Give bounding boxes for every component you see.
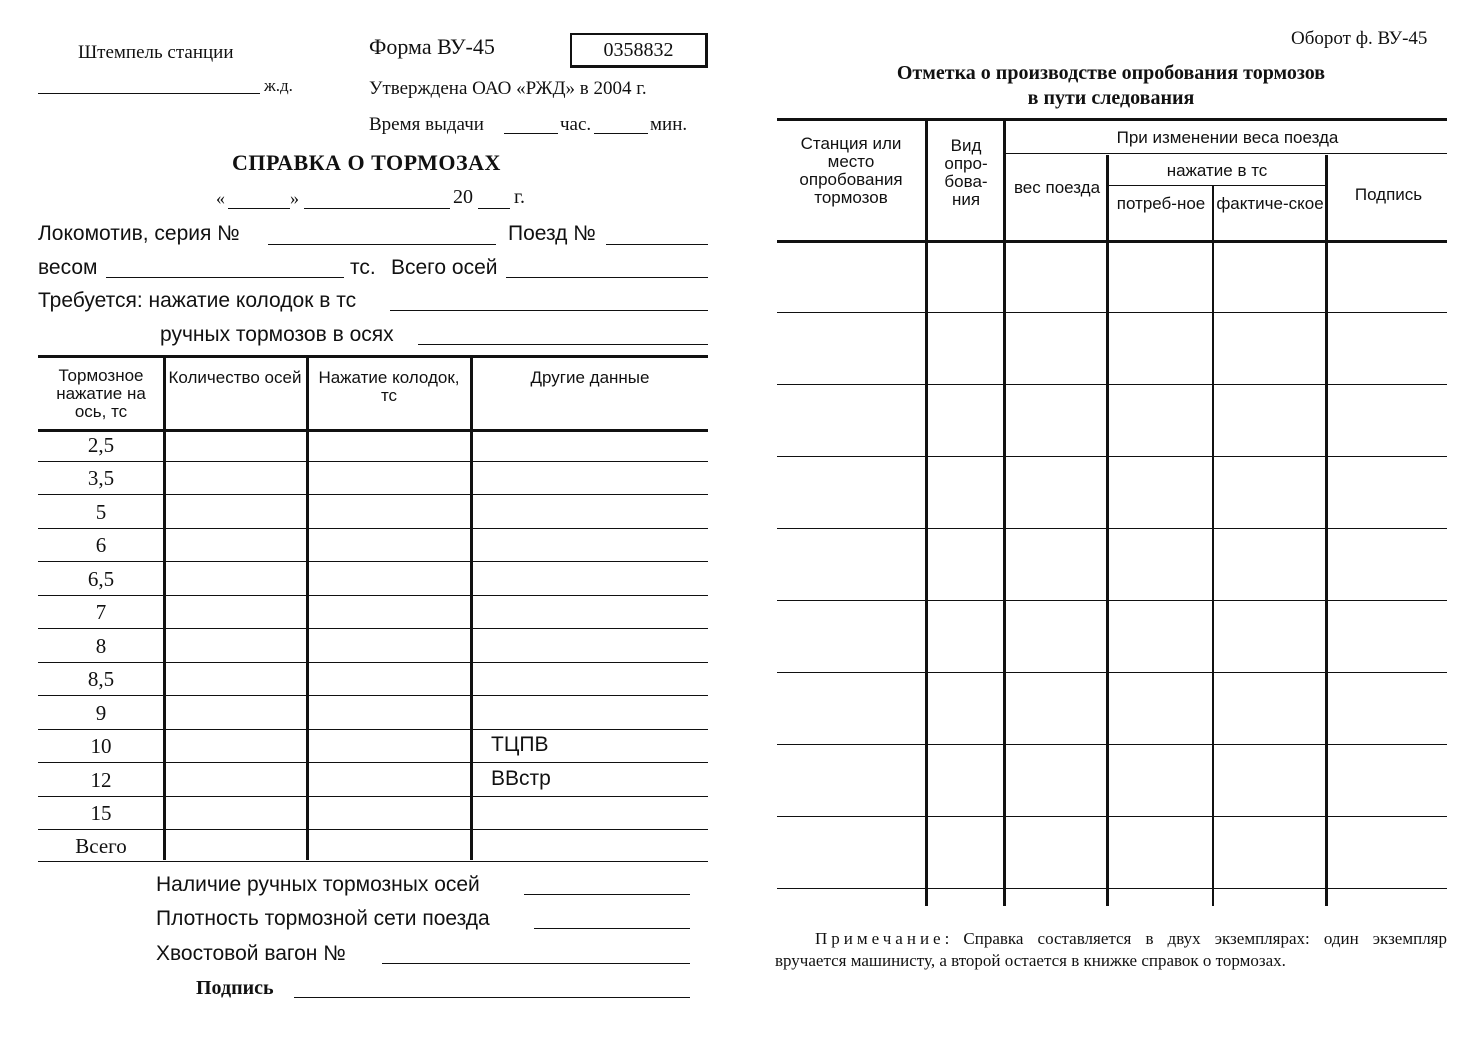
row-value-8: 8: [95, 634, 107, 658]
required-line: [390, 310, 708, 311]
row-value-10: 10: [90, 734, 112, 758]
back-row-rule: [777, 744, 1447, 745]
row-value-5: 5: [95, 500, 107, 524]
row-value-8-5: 8,5: [87, 667, 115, 691]
hand-brakes-label: ручных тормозов в осях: [160, 323, 394, 346]
row-rule: [38, 796, 708, 797]
approval-text: Утверждена ОАО «РЖД» в 2004 г.: [369, 78, 647, 99]
back-row-rule: [777, 600, 1447, 601]
header-other-data: Другие данные: [530, 368, 650, 387]
other-data-vvstr: ВВстр: [491, 767, 551, 790]
row-rule: [38, 829, 708, 830]
signature-line: [294, 997, 690, 998]
other-data-tcpv: ТЦПВ: [491, 733, 549, 756]
row-rule: [38, 628, 708, 629]
date-year-prefix: 20: [453, 186, 473, 208]
back-header-signature: Подпись: [1354, 185, 1423, 204]
back-header-station: Станция или место опробования тормозов: [799, 134, 903, 207]
back-row-rule: [777, 456, 1447, 457]
minutes-line: [594, 133, 648, 134]
back-row-rule: [777, 312, 1447, 313]
railway-line: [38, 93, 260, 94]
signature-label: Подпись: [196, 977, 274, 999]
weight-label: весом: [38, 256, 98, 279]
weight-unit: тс.: [350, 256, 376, 279]
back-header-rule: [777, 240, 1447, 243]
note-text: : Справка составляется в двух экземплярах: один экземпляр вручается машинисту, а второй остается в книжке справок о тормозах.: [775, 929, 1447, 970]
hand-axles-label: Наличие ручных тормозных осей: [156, 873, 480, 896]
date-month-line: [304, 208, 450, 209]
back-title-line1: Отметка о производстве опробования тормозов: [896, 62, 1326, 84]
tail-car-label: Хвостовой вагон №: [156, 942, 346, 965]
date-g: г.: [514, 186, 525, 208]
table-top-rule: [38, 355, 708, 358]
back-pressing-rule: [1108, 185, 1326, 186]
train-line: [606, 244, 708, 245]
row-rule: [38, 528, 708, 529]
row-rule: [38, 461, 708, 462]
back-row-rule: [777, 528, 1447, 529]
minutes-label: мин.: [650, 114, 688, 135]
tail-car-line: [382, 963, 690, 964]
header-axle-count: Количество осей: [168, 368, 302, 387]
table-header-rule: [38, 429, 708, 432]
back-corner-label: Оборот ф. ВУ-45: [1291, 28, 1428, 49]
row-value-7: 7: [95, 600, 107, 624]
back-header-required: потреб-ное: [1116, 194, 1206, 213]
back-col-divider-2: [1003, 120, 1006, 906]
issue-time-label: Время выдачи: [369, 114, 484, 135]
row-value-2-5: 2,5: [87, 433, 115, 457]
back-col-divider-4: [1212, 186, 1214, 906]
railway-suffix: ж.д.: [264, 76, 293, 95]
form-label: Форма ВУ-45: [369, 34, 495, 59]
back-weight-change-rule: [1006, 153, 1447, 154]
back-row-rule: [777, 888, 1447, 889]
density-line: [534, 928, 690, 929]
back-header-pressing: нажатие в тс: [1166, 161, 1268, 180]
row-value-3-5: 3,5: [87, 466, 115, 490]
hand-axles-line: [524, 894, 690, 895]
back-note: [775, 928, 1447, 972]
back-header-actual: фактиче-ское: [1216, 194, 1324, 213]
back-title-line2: в пути следования: [1027, 87, 1195, 109]
header-brake-pressure: Тормозное нажатие на ось, тс: [56, 366, 146, 421]
header-shoe-pressure: Нажатие колодок, тс: [318, 368, 460, 405]
row-rule: [38, 762, 708, 763]
back-header-weight-change: При изменении веса поезда: [1116, 128, 1339, 147]
table-col-divider-1: [163, 357, 166, 860]
table-col-divider-3: [470, 357, 473, 860]
date-day-line: [228, 208, 290, 209]
back-row-rule: [777, 816, 1447, 817]
row-value-15: 15: [90, 801, 112, 825]
back-col-divider-3: [1106, 155, 1109, 906]
back-row-rule: [777, 384, 1447, 385]
row-rule: [38, 561, 708, 562]
date-year-line: [478, 208, 510, 209]
required-label: Требуется: нажатие колодок в тс: [38, 289, 357, 312]
form-number-box: 0358832: [570, 33, 708, 68]
note-label: Примечание: [815, 929, 945, 948]
hand-brakes-line: [418, 344, 708, 345]
train-label: Поезд №: [508, 222, 596, 245]
date-quote-close: »: [290, 188, 299, 208]
axles-line: [506, 277, 708, 278]
hours-label: час.: [560, 114, 592, 135]
back-col-divider-5: [1325, 155, 1328, 906]
row-value-6-5: 6,5: [87, 567, 115, 591]
back-col-divider-1: [925, 120, 928, 906]
back-header-type: Вид опро-бова-ния: [944, 136, 988, 209]
row-rule: [38, 861, 708, 862]
row-value-6: 6: [95, 533, 107, 557]
axles-label: Всего осей: [391, 256, 498, 279]
back-table-top-rule: [777, 118, 1447, 121]
hours-line: [504, 133, 558, 134]
row-rule: [38, 729, 708, 730]
density-label: Плотность тормозной сети поезда: [156, 907, 490, 930]
stamp-label: Штемпель станции: [78, 42, 234, 63]
table-col-divider-2: [306, 357, 309, 860]
row-rule: [38, 695, 708, 696]
row-value-9: 9: [95, 701, 107, 725]
row-rule: [38, 494, 708, 495]
back-header-train-weight: вес поезда: [1013, 178, 1101, 197]
loco-label: Локомотив, серия №: [38, 222, 240, 245]
loco-line: [268, 244, 496, 245]
row-value-12: 12: [90, 768, 112, 792]
document-title: СПРАВКА О ТОРМОЗАХ: [232, 150, 501, 175]
row-rule: [38, 662, 708, 663]
row-rule: [38, 595, 708, 596]
back-row-rule: [777, 672, 1447, 673]
date-quote-open: «: [216, 188, 225, 208]
row-value-total: Всего: [75, 834, 127, 858]
weight-line: [106, 277, 344, 278]
